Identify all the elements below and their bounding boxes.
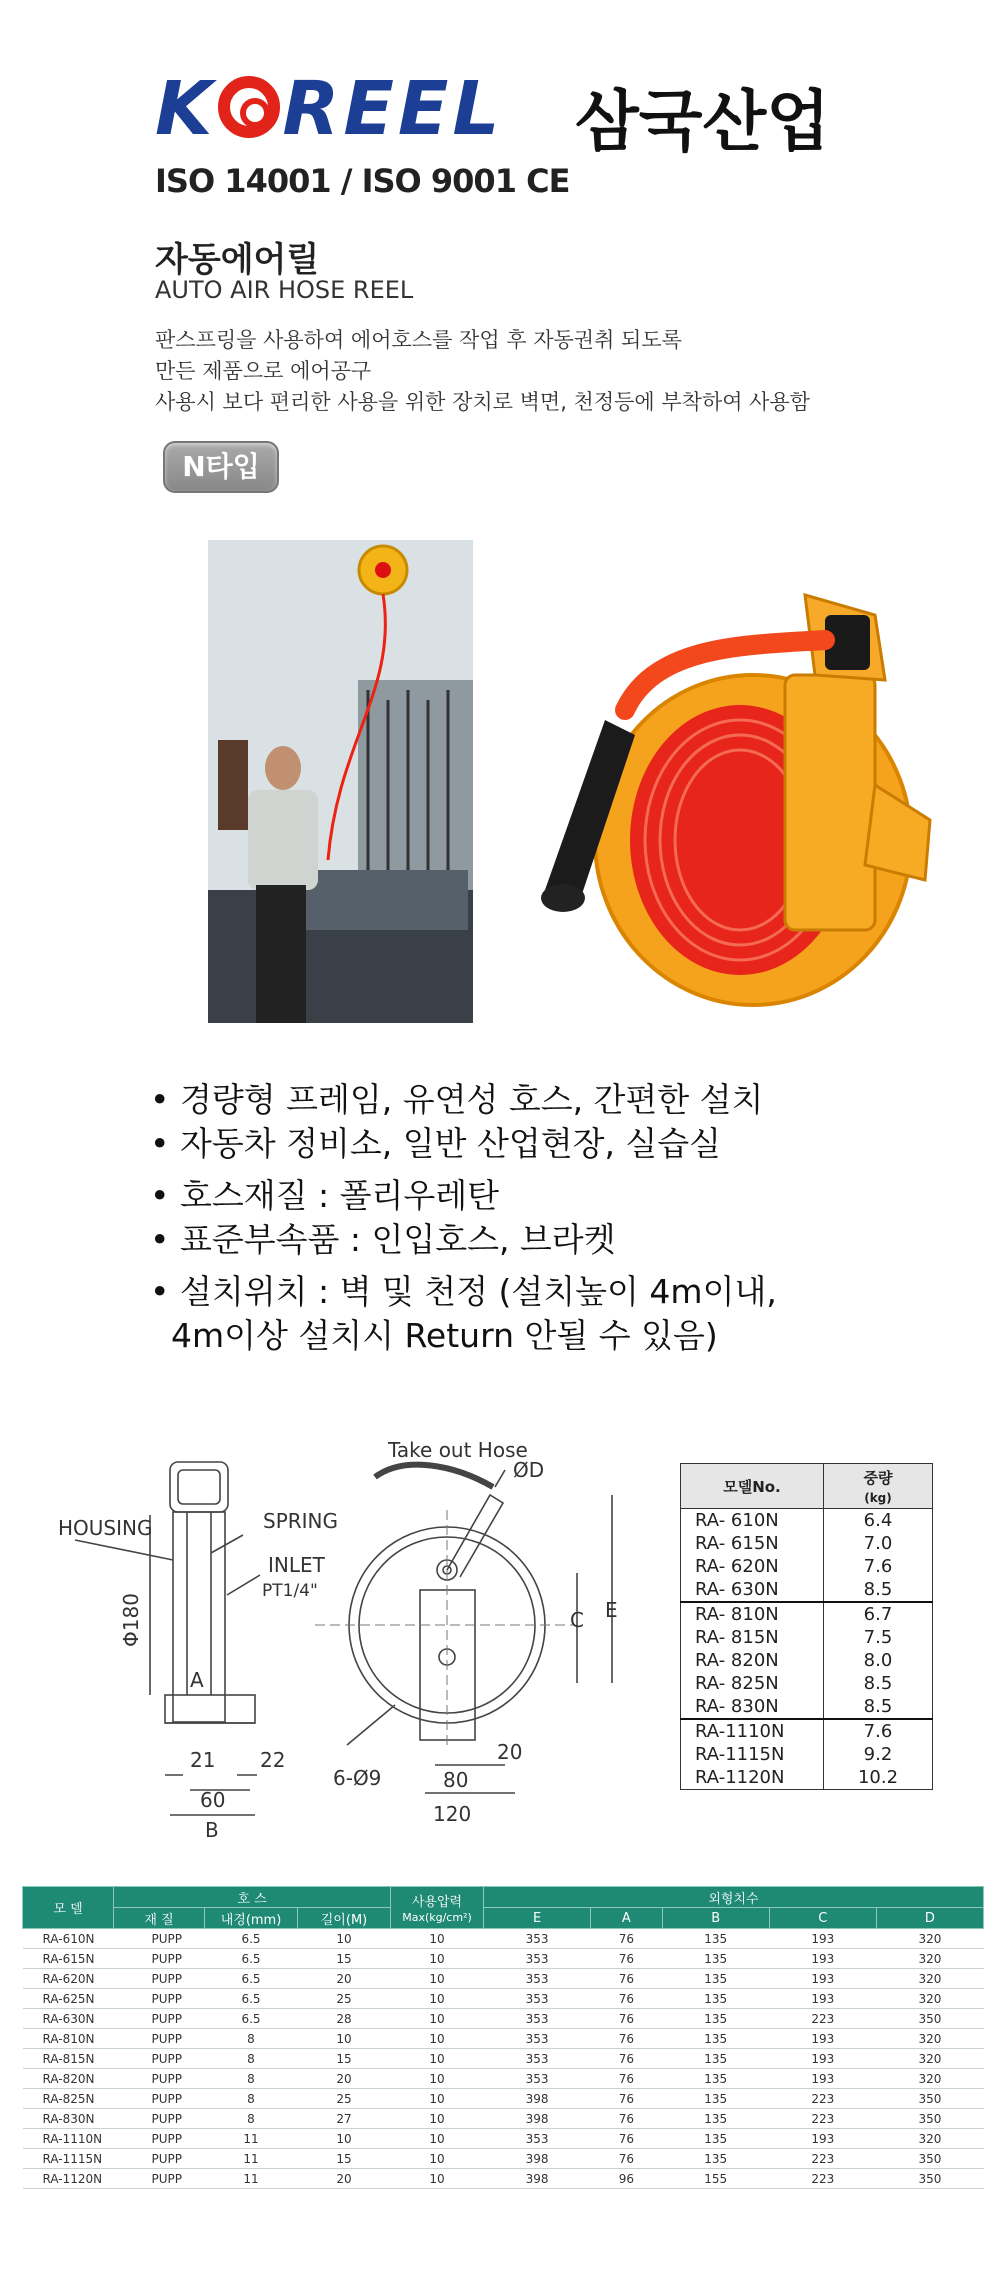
- table-cell: RA-630N: [23, 2009, 114, 2029]
- table-cell: 350: [876, 2149, 983, 2169]
- product-subtitle: AUTO AIR HOSE REEL: [155, 276, 414, 304]
- table-cell: 135: [662, 2069, 769, 2089]
- table-cell: 135: [662, 2029, 769, 2049]
- reel-product-image: [485, 575, 950, 1015]
- table-cell: 193: [769, 2049, 876, 2069]
- table-cell: RA-820N: [23, 2069, 114, 2089]
- table-cell: PUPP: [114, 1929, 205, 1949]
- dimension-drawing: [15, 1395, 650, 1845]
- product-description: 판스프링을 사용하여 에어호스를 작업 후 자동권취 되도록 만든 제품으로 에어공구 사용시 보다 편리한 사용을 위한 장치로 벽면, 천정등에 부착하여 사용함: [155, 328, 811, 414]
- table-cell: 96: [591, 2169, 662, 2189]
- table-cell: 76: [591, 2009, 662, 2029]
- company-name: 삼국산업: [575, 83, 831, 160]
- logo-o-mark: [218, 76, 280, 138]
- table-cell: 350: [876, 2169, 983, 2189]
- table-row: [23, 2149, 984, 2169]
- table-cell: 135: [662, 2109, 769, 2129]
- label-a: A: [190, 1668, 204, 1692]
- table-row: [23, 2049, 984, 2069]
- spec-pressure-header: 사용압력 Max(kg/cm²): [391, 1887, 484, 1929]
- label-spring: SPRING: [263, 1509, 339, 1533]
- table-cell: 350: [876, 2009, 983, 2029]
- table-row: RA- 620N 7.6: [681, 1555, 933, 1578]
- table-cell: 353: [484, 2029, 591, 2049]
- feature-list: [150, 1078, 777, 1358]
- table-cell: 10: [391, 2109, 484, 2129]
- table-cell: 353: [484, 1989, 591, 2009]
- table-cell: 135: [662, 1989, 769, 2009]
- table-cell: 320: [876, 1989, 983, 2009]
- table-cell: 193: [769, 2029, 876, 2049]
- label-120: 120: [433, 1802, 472, 1826]
- table-cell: 350: [876, 2109, 983, 2129]
- weight-table-weight-header: 중량 (kg): [824, 1464, 933, 1509]
- table-cell: 6.5: [205, 2009, 298, 2029]
- table-cell: 10: [391, 1989, 484, 2009]
- table-cell: 353: [484, 2049, 591, 2069]
- table-cell: 353: [484, 1969, 591, 1989]
- table-cell: 193: [769, 1949, 876, 1969]
- feature-item: • 자동차 정비소, 일반 산업현장, 실습실: [150, 1124, 722, 1163]
- table-cell: 320: [876, 1949, 983, 1969]
- table-cell: 353: [484, 1929, 591, 1949]
- table-row: RA-1120N 10.2: [681, 1766, 933, 1790]
- label-b: B: [205, 1818, 219, 1842]
- table-cell: 76: [591, 1969, 662, 1989]
- table-cell: PUPP: [114, 2089, 205, 2109]
- table-cell: 27: [298, 2109, 391, 2129]
- table-cell: 15: [298, 2149, 391, 2169]
- table-cell: 223: [769, 2089, 876, 2109]
- table-row: [23, 2129, 984, 2149]
- table-cell: 25: [298, 2089, 391, 2109]
- table-cell: 320: [876, 1929, 983, 1949]
- table-row: RA-1110N 7.6: [681, 1719, 933, 1743]
- table-cell: RA-620N: [23, 1969, 114, 1989]
- table-cell: 10: [391, 1949, 484, 1969]
- table-cell: 193: [769, 1929, 876, 1949]
- table-cell: 223: [769, 2109, 876, 2129]
- table-cell: 76: [591, 2109, 662, 2129]
- product-title: 자동에어릴: [155, 240, 320, 280]
- table-cell: 20: [298, 2069, 391, 2089]
- table-cell: 6.5: [205, 1929, 298, 1949]
- spec-model-header: 모 델: [23, 1887, 114, 1929]
- table-cell: PUPP: [114, 2169, 205, 2189]
- table-cell: 193: [769, 2069, 876, 2089]
- label-21: 21: [190, 1748, 216, 1772]
- feature-item: • 표준부속품 : 인입호스, 브라켓: [150, 1220, 616, 1259]
- table-row: [23, 2009, 984, 2029]
- table-row: RA- 815N 7.5: [681, 1626, 933, 1649]
- table-cell: 398: [484, 2089, 591, 2109]
- table-row: [23, 1969, 984, 1989]
- table-cell: PUPP: [114, 2009, 205, 2029]
- feature-item: • 설치위치 : 벽 및 천정 (설치높이 4m이내,: [150, 1272, 777, 1311]
- table-cell: 135: [662, 1949, 769, 1969]
- table-cell: 320: [876, 2069, 983, 2089]
- spec-hose-header: 호 스: [114, 1887, 391, 1908]
- table-cell: RA-830N: [23, 2109, 114, 2129]
- label-20: 20: [497, 1740, 523, 1764]
- label-e: E: [605, 1598, 618, 1622]
- table-cell: 320: [876, 1969, 983, 1989]
- table-cell: PUPP: [114, 2049, 205, 2069]
- label-22: 22: [260, 1748, 286, 1772]
- table-cell: 6.5: [205, 1969, 298, 1989]
- table-cell: 398: [484, 2169, 591, 2189]
- brand-logo: K REEL: [155, 66, 504, 152]
- table-cell: 193: [769, 1969, 876, 1989]
- table-cell: 10: [391, 2029, 484, 2049]
- table-cell: 135: [662, 2129, 769, 2149]
- table-cell: 76: [591, 2149, 662, 2169]
- label-d180: Φ180: [119, 1593, 143, 1647]
- table-cell: 8: [205, 2089, 298, 2109]
- certification-text: ISO 14001 / ISO 9001 CE: [155, 162, 570, 200]
- table-cell: PUPP: [114, 1989, 205, 2009]
- table-row: [23, 2089, 984, 2109]
- table-cell: PUPP: [114, 2129, 205, 2149]
- table-cell: 398: [484, 2109, 591, 2129]
- table-cell: PUPP: [114, 2029, 205, 2049]
- table-cell: 135: [662, 1929, 769, 1949]
- table-row: [23, 2109, 984, 2129]
- table-cell: 10: [298, 2029, 391, 2049]
- table-cell: 15: [298, 1949, 391, 1969]
- table-cell: 10: [391, 2149, 484, 2169]
- table-cell: PUPP: [114, 1949, 205, 1969]
- table-cell: 223: [769, 2009, 876, 2029]
- table-cell: RA-1115N: [23, 2149, 114, 2169]
- table-row: RA- 615N 7.0: [681, 1532, 933, 1555]
- table-cell: 20: [298, 2169, 391, 2189]
- table-cell: RA-810N: [23, 2029, 114, 2049]
- table-cell: 320: [876, 2129, 983, 2149]
- table-cell: 155: [662, 2169, 769, 2189]
- table-cell: 135: [662, 2009, 769, 2029]
- table-cell: PUPP: [114, 2069, 205, 2089]
- table-row: RA- 810N 6.7: [681, 1602, 933, 1626]
- type-badge: N타입: [163, 441, 279, 493]
- table-cell: 353: [484, 2069, 591, 2089]
- table-cell: RA-1120N: [23, 2169, 114, 2189]
- table-cell: 76: [591, 1989, 662, 2009]
- table-cell: 135: [662, 1969, 769, 1989]
- table-cell: 10: [391, 1969, 484, 1989]
- table-cell: 25: [298, 1989, 391, 2009]
- label-holes: 6-Ø9: [333, 1766, 382, 1790]
- label-inlet: INLET: [268, 1553, 325, 1577]
- table-cell: 10: [391, 2089, 484, 2109]
- weight-table: [680, 1463, 933, 1790]
- table-cell: 15: [298, 2049, 391, 2069]
- label-inlet-size: PT1/4": [262, 1581, 318, 1601]
- usage-photo: [208, 540, 473, 1023]
- table-cell: 76: [591, 2129, 662, 2149]
- feature-item: 4m이상 설치시 Return 안될 수 있음): [150, 1316, 718, 1355]
- table-row: [23, 2029, 984, 2049]
- label-housing: HOUSING: [58, 1516, 153, 1540]
- table-cell: 350: [876, 2089, 983, 2109]
- table-row: [23, 2069, 984, 2089]
- table-cell: 11: [205, 2129, 298, 2149]
- table-cell: 135: [662, 2089, 769, 2109]
- table-cell: 20: [298, 1969, 391, 1989]
- spec-table: 모 델 호 스 사용압력 Max(kg/cm²) 외형치수 재 질 내경(mm) 길이(M) E A B C D RA-610N PUPP 6.5 10 10 353 76 135 193 320 RA-615N PUPP 6.5 15 10 353 76 135 193 320 RA-620N PUPP 6.5 20 10 353 76 135 193 320 RA-625N PUPP 6.5 25 10 353 76 135 193 320 RA-630N PUPP 6.5 28 10 353 76 135 223 350 RA-810N PUPP 8 10 10 353 76 135 193 320 RA-815N PUPP 8 15 10 353 76 135 193 320 RA-820N PUPP 8 20 10 353 76 135 193 320 RA-825N PUPP 8 25 10 398 76 135 223 350 RA-830N PUPP 8 27 10 398 76 135 223 350 RA-1110N PUPP 11 10 10 353 76 135 193 320 RA-1115N PUPP 11 15 10 398 76 135 223 350 RA-1120N PUPP 11 20 10 398 96 155 223 350: [22, 1886, 984, 2189]
- table-cell: 193: [769, 2129, 876, 2149]
- table-cell: 320: [876, 2029, 983, 2049]
- spec-dims-header: 외형치수: [484, 1887, 984, 1908]
- table-cell: 8: [205, 2109, 298, 2129]
- table-cell: 10: [391, 2009, 484, 2029]
- table-row: RA- 610N 6.4: [681, 1509, 933, 1533]
- table-cell: 76: [591, 2049, 662, 2069]
- table-cell: 76: [591, 2089, 662, 2109]
- label-c: C: [570, 1608, 584, 1632]
- table-cell: RA-610N: [23, 1929, 114, 1949]
- table-cell: 10: [391, 1929, 484, 1949]
- table-cell: 76: [591, 2069, 662, 2089]
- label-60: 60: [200, 1788, 226, 1812]
- table-cell: 223: [769, 2149, 876, 2169]
- table-cell: 8: [205, 2049, 298, 2069]
- table-cell: 76: [591, 1929, 662, 1949]
- table-cell: 223: [769, 2169, 876, 2189]
- table-cell: 8: [205, 2069, 298, 2089]
- table-cell: 76: [591, 2029, 662, 2049]
- table-cell: 6.5: [205, 1949, 298, 1969]
- table-cell: 8: [205, 2029, 298, 2049]
- table-cell: 193: [769, 1989, 876, 2009]
- table-cell: 353: [484, 1949, 591, 1969]
- table-cell: PUPP: [114, 2149, 205, 2169]
- table-row: RA- 630N 8.5: [681, 1578, 933, 1602]
- feature-item: • 호스재질 : 폴리우레탄: [150, 1176, 499, 1215]
- label-take-out: Take out Hose: [388, 1438, 528, 1462]
- table-cell: RA-615N: [23, 1949, 114, 1969]
- table-cell: PUPP: [114, 2109, 205, 2129]
- table-cell: 11: [205, 2169, 298, 2189]
- table-cell: 10: [391, 2049, 484, 2069]
- table-cell: 320: [876, 2049, 983, 2069]
- table-cell: RA-825N: [23, 2089, 114, 2109]
- table-cell: RA-1110N: [23, 2129, 114, 2149]
- label-od: ØD: [513, 1458, 545, 1482]
- label-80: 80: [443, 1768, 469, 1792]
- table-cell: 76: [591, 1949, 662, 1969]
- feature-item: • 경량형 프레임, 유연성 호스, 간편한 설치: [150, 1080, 764, 1119]
- table-cell: 135: [662, 2049, 769, 2069]
- table-cell: PUPP: [114, 1969, 205, 1989]
- table-cell: 10: [298, 2129, 391, 2149]
- table-row: [23, 2169, 984, 2189]
- table-row: RA- 825N 8.5: [681, 1672, 933, 1695]
- table-row: RA-1115N 9.2: [681, 1743, 933, 1766]
- table-row: [23, 1949, 984, 1969]
- table-cell: 10: [391, 2069, 484, 2089]
- table-cell: 398: [484, 2149, 591, 2169]
- table-row: [23, 1989, 984, 2009]
- table-row: RA- 830N 8.5: [681, 1695, 933, 1719]
- table-cell: 10: [298, 1929, 391, 1949]
- table-cell: 28: [298, 2009, 391, 2029]
- weight-table-model-header: 모델No.: [681, 1464, 824, 1509]
- table-cell: 6.5: [205, 1989, 298, 2009]
- table-row: [23, 1929, 984, 1949]
- table-cell: 10: [391, 2169, 484, 2189]
- table-cell: 353: [484, 2009, 591, 2029]
- table-cell: RA-815N: [23, 2049, 114, 2069]
- table-row: RA- 820N 8.0: [681, 1649, 933, 1672]
- table-cell: 135: [662, 2149, 769, 2169]
- table-cell: RA-625N: [23, 1989, 114, 2009]
- table-cell: 10: [391, 2129, 484, 2149]
- table-cell: 353: [484, 2129, 591, 2149]
- table-cell: 11: [205, 2149, 298, 2169]
